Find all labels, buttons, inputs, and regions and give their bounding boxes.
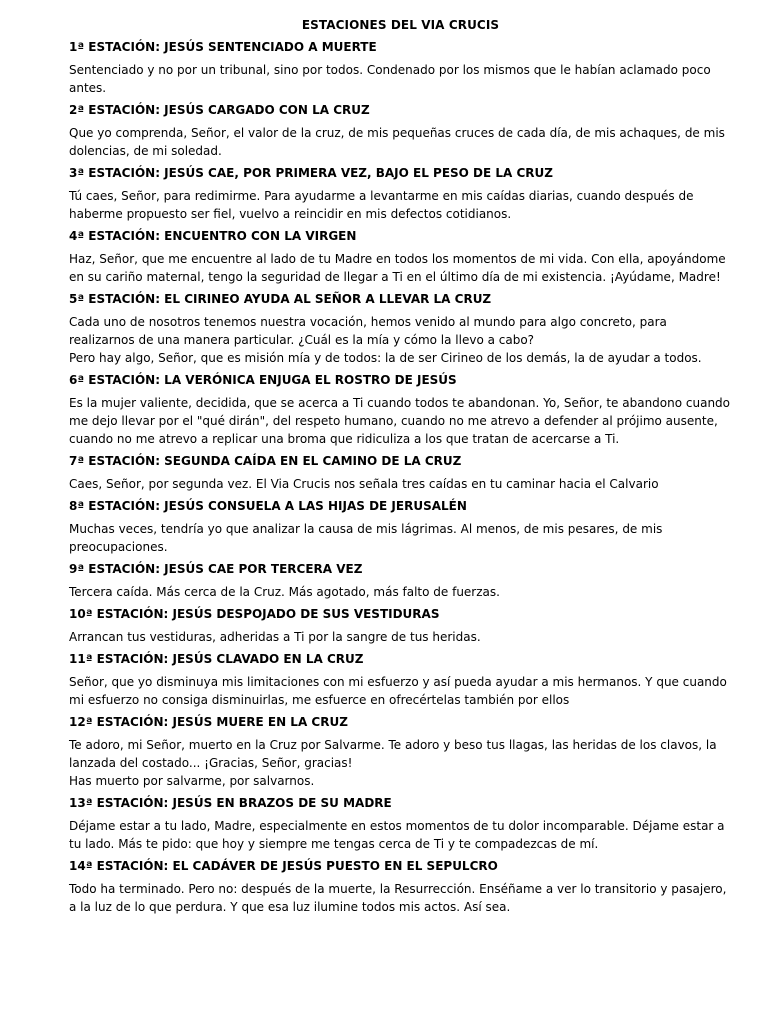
- station-body: [69, 673, 732, 709]
- station-paragraph: Es la mujer valiente, decidida, que se acerca a Ti cuando todos te abandonan. Yo, Señor, te abandono cuando me dejo llevar por el "qué dirán", del respeto humano, cuando no me atrevo a defender al prójimo ausente, cuando no me atrevo a replicar una broma que ridiculiza a los que tratan de acercarse a Ti.: [69, 396, 731, 446]
- station-body: [69, 124, 732, 160]
- station-body: [69, 475, 732, 493]
- station-heading: 10ª ESTACIÓN: JESÚS DESPOJADO DE SUS VESTIDURAS: [69, 607, 440, 621]
- station-body: [69, 313, 732, 367]
- station-heading: 14ª ESTACIÓN: EL CADÁVER DE JESÚS PUESTO EN EL SEPULCRO: [69, 859, 498, 873]
- document-title: ESTACIONES DEL VIA CRUCIS: [301, 18, 500, 32]
- station-section: [69, 371, 732, 448]
- station-paragraph: Te adoro, mi Señor, muerto en la Cruz por Salvarme. Te adoro y beso tus llagas, las heridas de los clavos, la lanzada del costado... ¡Gracias, Señor, gracias!: [69, 738, 717, 770]
- station-paragraph: Caes, Señor, por segunda vez. El Via Crucis nos señala tres caídas en tu caminar hacia el Calvario: [69, 477, 659, 491]
- station-heading: 13ª ESTACIÓN: JESÚS EN BRAZOS DE SU MADRE: [69, 796, 392, 810]
- station-body: [69, 583, 732, 601]
- station-heading: 8ª ESTACIÓN: JESÚS CONSUELA A LAS HIJAS DE JERUSALÉN: [69, 499, 467, 513]
- station-section: [69, 164, 732, 223]
- station-section: [69, 101, 732, 160]
- station-body: [69, 250, 732, 286]
- station-body: [69, 394, 732, 448]
- station-heading: 1ª ESTACIÓN: JESÚS SENTENCIADO A MUERTE: [69, 40, 377, 54]
- station-section: [69, 290, 732, 367]
- station-section: [69, 713, 732, 790]
- station-paragraph: Sentenciado y no por un tribunal, sino por todos. Condenado por los mismos que le habían aclamado poco antes.: [69, 63, 711, 95]
- station-heading: 9ª ESTACIÓN: JESÚS CAE POR TERCERA VEZ: [69, 562, 363, 576]
- station-section: [69, 452, 732, 493]
- stations-list: [69, 38, 732, 916]
- station-body: [69, 187, 732, 223]
- station-paragraph: Haz, Señor, que me encuentre al lado de tu Madre en todos los momentos de mi vida. Con ella, apoyándome en su cariño maternal, tengo la seguridad de llegar a Ti en el último día de mi existencia. ¡Ayúdame, Madre!: [69, 252, 726, 284]
- station-heading: 5ª ESTACIÓN: EL CIRINEO AYUDA AL SEÑOR A LLEVAR LA CRUZ: [69, 292, 492, 306]
- station-section: [69, 605, 732, 646]
- station-heading: 4ª ESTACIÓN: ENCUENTRO CON LA VIRGEN: [69, 229, 357, 243]
- station-heading: 3ª ESTACIÓN: JESÚS CAE, POR PRIMERA VEZ, BAJO EL PESO DE LA CRUZ: [69, 166, 553, 180]
- station-paragraph: Tercera caída. Más cerca de la Cruz. Más agotado, más falto de fuerzas.: [69, 585, 500, 599]
- station-paragraph: Que yo comprenda, Señor, el valor de la cruz, de mis pequeñas cruces de cada día, de mis achaques, de mis dolencias, de mi soledad.: [69, 126, 725, 158]
- station-heading: 12ª ESTACIÓN: JESÚS MUERE EN LA CRUZ: [69, 715, 348, 729]
- station-body: [69, 520, 732, 556]
- station-paragraph: Tú caes, Señor, para redimirme. Para ayudarme a levantarme en mis caídas diarias, cuando después de haberme propuesto ser fiel, vuelvo a reincidir en mis defectos cotidianos.: [69, 189, 694, 221]
- station-heading: 11ª ESTACIÓN: JESÚS CLAVADO EN LA CRUZ: [69, 652, 364, 666]
- station-section: [69, 650, 732, 709]
- station-body: [69, 817, 732, 853]
- station-section: [69, 857, 732, 916]
- station-paragraph: Muchas veces, tendría yo que analizar la causa de mis lágrimas. Al menos, de mis pesares, de mis preocupaciones.: [69, 522, 663, 554]
- station-paragraph: Señor, que yo disminuya mis limitaciones con mi esfuerzo y así pueda ayudar a mis hermanos. Y que cuando mi esfuerzo no consiga disminuirlas, me esfuerce en ofrecértelas también por ellos: [69, 675, 727, 707]
- station-paragraph: Has muerto por salvarme, por salvarnos.: [69, 774, 315, 788]
- station-section: [69, 497, 732, 556]
- station-paragraph: Cada uno de nosotros tenemos nuestra vocación, hemos venido al mundo para algo concreto, para realizarnos de una manera particular. ¿Cuál es la mía y cómo la llevo a cabo?: [69, 315, 667, 347]
- station-section: [69, 38, 732, 97]
- station-heading: 7ª ESTACIÓN: SEGUNDA CAÍDA EN EL CAMINO DE LA CRUZ: [69, 454, 462, 468]
- station-section: [69, 227, 732, 286]
- station-body: [69, 628, 732, 646]
- station-body: [69, 61, 732, 97]
- station-heading: 2ª ESTACIÓN: JESÚS CARGADO CON LA CRUZ: [69, 103, 370, 117]
- station-body: [69, 880, 732, 916]
- station-body: [69, 736, 732, 790]
- station-heading: 6ª ESTACIÓN: LA VERÓNICA ENJUGA EL ROSTRO DE JESÚS: [69, 373, 457, 387]
- station-paragraph: Déjame estar a tu lado, Madre, especialmente en estos momentos de tu dolor incomparable. Déjame estar a tu lado. Más te pido: que hoy y siempre me tengas cerca de Ti y te compadezcas de mí.: [69, 819, 725, 851]
- station-paragraph: Pero hay algo, Señor, que es misión mía y de todos: la de ser Cirineo de los demás, la de ayudar a todos.: [69, 351, 702, 365]
- station-paragraph: Arrancan tus vestiduras, adheridas a Ti por la sangre de tus heridas.: [69, 630, 481, 644]
- station-paragraph: Todo ha terminado. Pero no: después de la muerte, la Resurrección. Enséñame a ver lo transitorio y pasajero, a la luz de lo que perdura. Y que esa luz ilumine todos mis actos. Así sea.: [69, 882, 727, 914]
- station-section: [69, 794, 732, 853]
- station-section: [69, 560, 732, 601]
